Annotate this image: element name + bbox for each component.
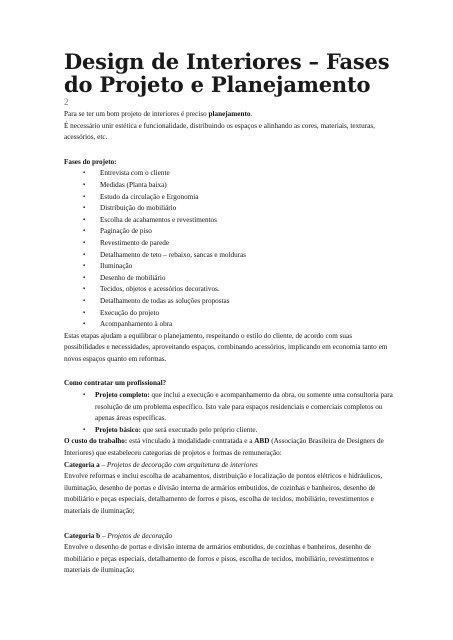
cost-text-2: (Associação Brasileira de Designers de Interiores) que estabeleceu categorias de projetos e formas de remuneração: (64, 437, 384, 458)
bullet-icon: ▪ (83, 392, 86, 399)
bullet-icon: ▪ (83, 170, 86, 177)
cost-label: O custo do trabalho: (64, 437, 128, 446)
intro-suffix: . (250, 110, 253, 118)
phase-item-text: Desenho de mobiliário (100, 273, 166, 282)
phase-item-text: Tecidos, objetos e acessórios decorativos. (100, 285, 220, 294)
category-b-text: Envolve o desenho de portas e divisão interna de armários embutidos, de cozinhas e banheiros, desenho de mobiliário e peças especiais, detalhamento de forros e pisos, escolha de tecidos, mobiliário, revestimentos e materiais de iluminação; (64, 543, 374, 575)
list-item (83, 319, 394, 331)
cost-text-1: está vinculado à modalidade contratada e a (127, 437, 255, 446)
list-item (83, 215, 394, 227)
phases-heading: Fases do projeto: (64, 157, 117, 166)
intro-bold-word: planejamento (208, 110, 251, 118)
bullet-icon: ▪ (83, 239, 86, 246)
phase-item-text: Escolha de acabamentos e revestimentos (100, 215, 217, 224)
bullet-icon: ▪ (83, 216, 86, 223)
hire-heading: Como contratar um profissional? (64, 379, 167, 388)
bullet-icon: ▪ (83, 251, 86, 258)
bullet-icon: ▪ (83, 286, 86, 293)
phases-list (64, 168, 394, 330)
category-a-title: – Projetos de decoração com arquitetura de interiores (99, 460, 258, 469)
list-item (83, 238, 394, 250)
intro-paragraph-2: É necessário unir estética e funcionalidade, distribuindo os espaços e alinhando as cores, materiais, texturas, acessórios, etc. (64, 121, 375, 142)
phase-item-text: Execução do projeto (100, 308, 160, 317)
phase-item-text: Detalhamento de teto – rebaixo, sancas e molduras (100, 250, 247, 259)
bullet-icon: ▪ (83, 263, 86, 270)
bullet-icon: ▪ (83, 297, 86, 304)
hire-list (64, 390, 394, 436)
bullet-icon: ▪ (83, 274, 86, 281)
page-title: Design de Interiores – Fases do Projeto e Planejamento (64, 49, 390, 97)
phase-item-text: Paginação de piso (100, 227, 152, 236)
category-a-text: Envolve reformas e inclui escolha de acabamentos, distribuição e localização de pontos elétricos e hidráulicos, iluminação, desenho de portas e divisão interna de armários embutidos, de cozinhas e banheiros, desenho de mobiliário e peças especiais, detalhamento de forros e pisos, escolha de tecidos, mobiliário, revestimentos e materiais de iluminação; (64, 472, 383, 515)
list-item (83, 273, 394, 285)
list-item (83, 203, 394, 215)
bullet-icon: ▪ (83, 205, 86, 212)
cost-paragraph (64, 436, 394, 459)
hire-item-text: que será executado pelo próprio cliente. (140, 425, 258, 434)
phase-item-text: Estudo da circulação e Ergonomia (100, 192, 199, 201)
intro-text: Para se ter um bom projeto de interiores é preciso (64, 110, 209, 118)
list-item (83, 226, 394, 238)
hire-item-label: Projeto completo: (95, 391, 150, 400)
subtitle-mark: 2 (64, 97, 69, 107)
category-b-label: Categoria b (64, 531, 101, 540)
bullet-icon: ▪ (83, 193, 86, 200)
phase-item-text: Medidas (Planta baixa) (100, 180, 167, 189)
hire-item-label: Projeto básico: (95, 425, 141, 434)
phases-summary: Estas etapas ajudam a equilibrar o planejamento, respeitando o estilo do cliente, de acordo com suas possibilidades e necessidades, aproveitando espaços, combinando acessórios, implicando em economia tanto em novos espaços quanto em reformas. (64, 331, 388, 363)
intro-paragraph-1 (64, 109, 394, 121)
phase-item-text: Entrevista com o cliente (100, 169, 170, 178)
list-item (83, 284, 394, 296)
list-item (83, 261, 394, 273)
list-item (83, 180, 394, 192)
list-item (83, 390, 394, 425)
list-item (83, 192, 394, 204)
phase-item-text: Acompanhamento à obra (100, 320, 173, 329)
document-page (64, 50, 394, 577)
abd-label: ABD (254, 437, 270, 446)
category-a-label: Categoria a (64, 460, 100, 469)
list-item (83, 296, 394, 308)
category-b-heading (64, 531, 394, 543)
bullet-icon: ▪ (83, 426, 86, 433)
bullet-icon: ▪ (83, 228, 86, 235)
hire-item-text: que inclui a execução e acompanhamento da obra, ou somente uma consultoria para resolução de um problema específico. Isto vale para espaços residenciais e comerciais completos ou apenas áreas específicas. (95, 391, 393, 423)
bullet-icon: ▪ (83, 309, 86, 316)
phase-item-text: Revestimento de parede (100, 238, 170, 247)
list-item (83, 250, 394, 262)
phase-item-text: Distribuição do mobiliário (100, 204, 177, 213)
list-item (83, 425, 394, 437)
category-b-title: – Projetos de decoração (100, 531, 173, 540)
bullet-icon: ▪ (83, 321, 86, 328)
category-a-heading (64, 460, 394, 472)
phase-item-text: Detalhamento de todas as soluções propostas (100, 296, 230, 305)
list-item (83, 308, 394, 320)
list-item (83, 168, 394, 180)
bullet-icon: ▪ (83, 181, 86, 188)
phase-item-text: Iluminação (100, 262, 133, 271)
